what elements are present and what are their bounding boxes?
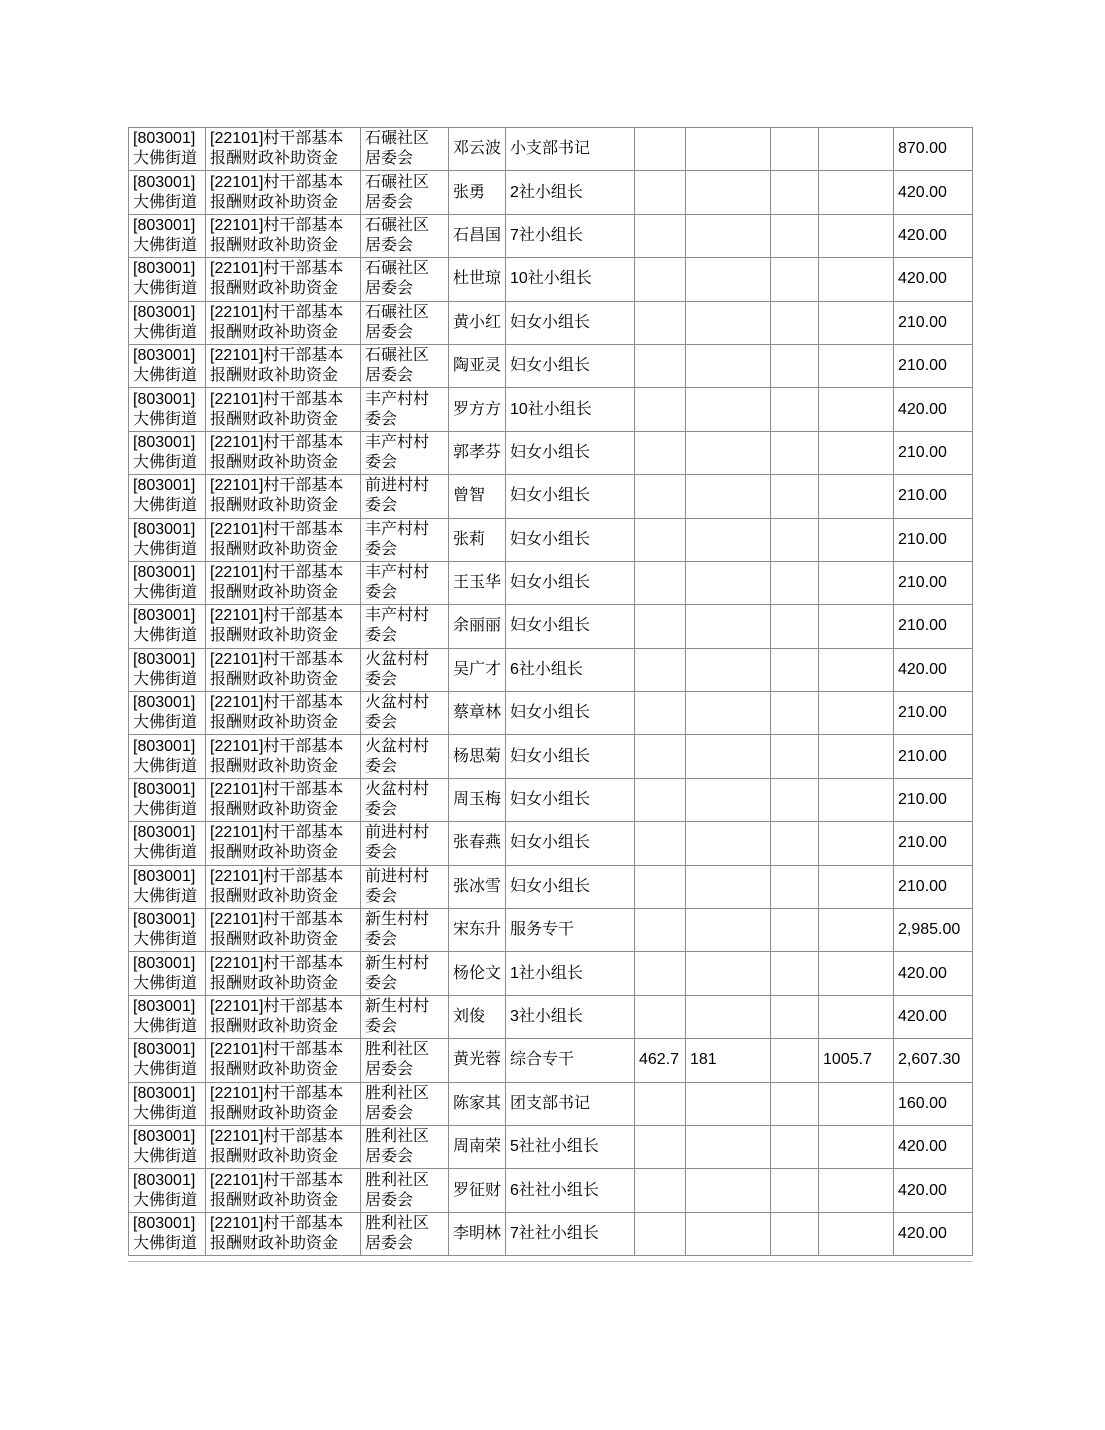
cell-value-2 (686, 1169, 771, 1212)
cell-position: 妇女小组长 (506, 865, 635, 908)
cell-district: [803001]大佛街道 (129, 344, 206, 387)
cell-amount: 210.00 (894, 344, 973, 387)
cell-district: [803001]大佛街道 (129, 865, 206, 908)
cell-district: [803001]大佛街道 (129, 475, 206, 518)
subsidy-table (128, 127, 973, 1256)
cell-fund: [22101]村干部基本报酬财政补助资金 (206, 692, 361, 735)
cell-district: [803001]大佛街道 (129, 301, 206, 344)
cell-person-name: 李明林 (449, 1212, 506, 1255)
cell-amount: 210.00 (894, 605, 973, 648)
cell-value-2 (686, 605, 771, 648)
cell-district: [803001]大佛街道 (129, 431, 206, 474)
cell-value-3 (771, 909, 819, 952)
cell-value-4 (819, 388, 894, 431)
cell-person-name: 蔡章林 (449, 692, 506, 735)
cell-value-3 (771, 692, 819, 735)
cell-committee: 石碾社区居委会 (361, 171, 449, 214)
cell-amount: 420.00 (894, 388, 973, 431)
cell-district: [803001]大佛街道 (129, 822, 206, 865)
cell-value-3 (771, 475, 819, 518)
cell-position: 妇女小组长 (506, 822, 635, 865)
cell-person-name: 罗征财 (449, 1169, 506, 1212)
cell-value-3 (771, 735, 819, 778)
cell-value-4 (819, 475, 894, 518)
cell-district: [803001]大佛街道 (129, 995, 206, 1038)
cell-committee: 丰产村村委会 (361, 388, 449, 431)
cell-position: 6社小组长 (506, 648, 635, 691)
cell-amount: 2,607.30 (894, 1039, 973, 1082)
cell-value-3 (771, 648, 819, 691)
cell-amount: 420.00 (894, 1212, 973, 1255)
cell-value-2 (686, 171, 771, 214)
cell-value-2 (686, 388, 771, 431)
cell-person-name: 陶亚灵 (449, 344, 506, 387)
cell-person-name: 周南荣 (449, 1125, 506, 1168)
cell-value-2 (686, 735, 771, 778)
cell-value-3 (771, 301, 819, 344)
cell-district: [803001]大佛街道 (129, 171, 206, 214)
cell-person-name: 宋东升 (449, 909, 506, 952)
cell-amount: 2,985.00 (894, 909, 973, 952)
cell-committee: 新生村村委会 (361, 952, 449, 995)
cell-committee: 石碾社区居委会 (361, 301, 449, 344)
cell-person-name: 黄小红 (449, 301, 506, 344)
cell-position: 妇女小组长 (506, 518, 635, 561)
table-row (129, 1082, 973, 1125)
cell-district: [803001]大佛街道 (129, 952, 206, 995)
cell-position: 6社社小组长 (506, 1169, 635, 1212)
cell-committee: 胜利社区居委会 (361, 1169, 449, 1212)
table-row (129, 648, 973, 691)
table-row (129, 735, 973, 778)
cell-fund: [22101]村干部基本报酬财政补助资金 (206, 258, 361, 301)
cell-position: 综合专干 (506, 1039, 635, 1082)
cell-value-1 (635, 909, 686, 952)
cell-value-4 (819, 301, 894, 344)
cell-person-name: 张莉 (449, 518, 506, 561)
cell-amount: 420.00 (894, 214, 973, 257)
cell-person-name: 邓云波 (449, 128, 506, 171)
cell-position: 妇女小组长 (506, 778, 635, 821)
cell-value-1: 462.7 (635, 1039, 686, 1082)
cell-person-name: 杨伦文 (449, 952, 506, 995)
cell-value-1 (635, 692, 686, 735)
cell-person-name: 周玉梅 (449, 778, 506, 821)
cell-value-3 (771, 1039, 819, 1082)
cell-value-4 (819, 735, 894, 778)
table-row (129, 1039, 973, 1082)
cell-value-2 (686, 128, 771, 171)
cell-value-4 (819, 995, 894, 1038)
cell-position: 7社小组长 (506, 214, 635, 257)
cell-person-name: 石昌国 (449, 214, 506, 257)
cell-value-2 (686, 778, 771, 821)
cell-value-3 (771, 865, 819, 908)
cell-value-3 (771, 258, 819, 301)
cell-value-4 (819, 692, 894, 735)
cell-fund: [22101]村干部基本报酬财政补助资金 (206, 128, 361, 171)
cell-committee: 胜利社区居委会 (361, 1039, 449, 1082)
cell-value-2 (686, 431, 771, 474)
cell-value-2 (686, 865, 771, 908)
cell-amount: 160.00 (894, 1082, 973, 1125)
table-row (129, 692, 973, 735)
cell-value-4 (819, 128, 894, 171)
cell-value-2: 181 (686, 1039, 771, 1082)
cell-district: [803001]大佛街道 (129, 518, 206, 561)
cell-value-1 (635, 561, 686, 604)
table-row (129, 865, 973, 908)
cell-district: [803001]大佛街道 (129, 1082, 206, 1125)
table-row (129, 822, 973, 865)
cell-committee: 火盆村村委会 (361, 735, 449, 778)
cell-position: 妇女小组长 (506, 344, 635, 387)
cell-fund: [22101]村干部基本报酬财政补助资金 (206, 475, 361, 518)
cell-committee: 丰产村村委会 (361, 518, 449, 561)
cell-value-4: 1005.7 (819, 1039, 894, 1082)
cell-position: 7社社小组长 (506, 1212, 635, 1255)
cell-position: 妇女小组长 (506, 561, 635, 604)
cell-person-name: 杜世琼 (449, 258, 506, 301)
cell-amount: 420.00 (894, 1169, 973, 1212)
cell-district: [803001]大佛街道 (129, 1125, 206, 1168)
cell-person-name: 余丽丽 (449, 605, 506, 648)
cell-value-2 (686, 692, 771, 735)
cell-value-1 (635, 301, 686, 344)
cell-value-4 (819, 822, 894, 865)
table-row (129, 344, 973, 387)
cell-amount: 420.00 (894, 258, 973, 301)
cell-person-name: 张春燕 (449, 822, 506, 865)
cell-amount: 210.00 (894, 431, 973, 474)
cell-value-1 (635, 1212, 686, 1255)
cell-committee: 胜利社区居委会 (361, 1082, 449, 1125)
cell-position: 团支部书记 (506, 1082, 635, 1125)
cell-value-4 (819, 1212, 894, 1255)
cell-value-2 (686, 995, 771, 1038)
cell-committee: 前进村村委会 (361, 475, 449, 518)
cell-fund: [22101]村干部基本报酬财政补助资金 (206, 865, 361, 908)
table-row (129, 518, 973, 561)
cell-committee: 石碾社区居委会 (361, 344, 449, 387)
cell-value-4 (819, 171, 894, 214)
cell-value-3 (771, 1212, 819, 1255)
cell-value-1 (635, 1082, 686, 1125)
cell-position: 妇女小组长 (506, 431, 635, 474)
cell-district: [803001]大佛街道 (129, 692, 206, 735)
table-row (129, 301, 973, 344)
cell-value-2 (686, 1212, 771, 1255)
cell-committee: 前进村村委会 (361, 865, 449, 908)
cell-value-3 (771, 344, 819, 387)
cell-value-1 (635, 1169, 686, 1212)
cell-value-1 (635, 995, 686, 1038)
table-row (129, 909, 973, 952)
cell-value-2 (686, 301, 771, 344)
cell-district: [803001]大佛街道 (129, 778, 206, 821)
cell-person-name: 罗方方 (449, 388, 506, 431)
cell-position: 妇女小组长 (506, 301, 635, 344)
cell-committee: 胜利社区居委会 (361, 1125, 449, 1168)
cell-value-3 (771, 431, 819, 474)
cell-district: [803001]大佛街道 (129, 388, 206, 431)
cell-district: [803001]大佛街道 (129, 128, 206, 171)
cell-person-name: 黄光蓉 (449, 1039, 506, 1082)
cell-fund: [22101]村干部基本报酬财政补助资金 (206, 388, 361, 431)
cell-value-2 (686, 561, 771, 604)
cell-value-3 (771, 952, 819, 995)
cell-position: 妇女小组长 (506, 475, 635, 518)
cell-value-2 (686, 952, 771, 995)
cell-committee: 火盆村村委会 (361, 648, 449, 691)
cell-committee: 胜利社区居委会 (361, 1212, 449, 1255)
cell-position: 10社小组长 (506, 258, 635, 301)
cell-position: 妇女小组长 (506, 605, 635, 648)
cell-value-1 (635, 431, 686, 474)
cell-committee: 石碾社区居委会 (361, 214, 449, 257)
cell-fund: [22101]村干部基本报酬财政补助资金 (206, 1125, 361, 1168)
cell-value-2 (686, 648, 771, 691)
cell-fund: [22101]村干部基本报酬财政补助资金 (206, 778, 361, 821)
cell-value-2 (686, 344, 771, 387)
cell-fund: [22101]村干部基本报酬财政补助资金 (206, 1082, 361, 1125)
cell-value-1 (635, 475, 686, 518)
cell-position: 2社小组长 (506, 171, 635, 214)
cell-value-3 (771, 1125, 819, 1168)
cell-district: [803001]大佛街道 (129, 1169, 206, 1212)
cell-district: [803001]大佛街道 (129, 258, 206, 301)
cell-fund: [22101]村干部基本报酬财政补助资金 (206, 1039, 361, 1082)
cell-fund: [22101]村干部基本报酬财政补助资金 (206, 344, 361, 387)
table-row (129, 778, 973, 821)
cell-fund: [22101]村干部基本报酬财政补助资金 (206, 301, 361, 344)
cell-value-2 (686, 518, 771, 561)
cell-position: 小支部书记 (506, 128, 635, 171)
cell-value-4 (819, 214, 894, 257)
cell-value-4 (819, 605, 894, 648)
cell-amount: 420.00 (894, 1125, 973, 1168)
cell-value-1 (635, 735, 686, 778)
cell-committee: 新生村村委会 (361, 995, 449, 1038)
cell-value-4 (819, 648, 894, 691)
cell-amount: 210.00 (894, 822, 973, 865)
cell-value-3 (771, 778, 819, 821)
cell-fund: [22101]村干部基本报酬财政补助资金 (206, 561, 361, 604)
cell-value-4 (819, 865, 894, 908)
cell-amount: 210.00 (894, 561, 973, 604)
cell-amount: 210.00 (894, 865, 973, 908)
cell-position: 3社小组长 (506, 995, 635, 1038)
cell-value-1 (635, 865, 686, 908)
cell-amount: 210.00 (894, 692, 973, 735)
cell-committee: 前进村村委会 (361, 822, 449, 865)
cell-value-4 (819, 1125, 894, 1168)
cell-value-2 (686, 1082, 771, 1125)
cell-district: [803001]大佛街道 (129, 214, 206, 257)
cell-fund: [22101]村干部基本报酬财政补助资金 (206, 995, 361, 1038)
cell-value-1 (635, 214, 686, 257)
table-row (129, 475, 973, 518)
cell-district: [803001]大佛街道 (129, 909, 206, 952)
table-row (129, 128, 973, 171)
table-row (129, 561, 973, 604)
cell-committee: 火盆村村委会 (361, 692, 449, 735)
cell-committee: 火盆村村委会 (361, 778, 449, 821)
cell-value-4 (819, 431, 894, 474)
cell-value-1 (635, 952, 686, 995)
cell-district: [803001]大佛街道 (129, 605, 206, 648)
cell-fund: [22101]村干部基本报酬财政补助资金 (206, 1169, 361, 1212)
cell-value-2 (686, 909, 771, 952)
cell-value-1 (635, 128, 686, 171)
table-row (129, 1169, 973, 1212)
cell-position: 服务专干 (506, 909, 635, 952)
cell-value-4 (819, 909, 894, 952)
cell-fund: [22101]村干部基本报酬财政补助资金 (206, 648, 361, 691)
cell-fund: [22101]村干部基本报酬财政补助资金 (206, 735, 361, 778)
cell-amount: 210.00 (894, 475, 973, 518)
cell-person-name: 张勇 (449, 171, 506, 214)
cell-value-3 (771, 995, 819, 1038)
cell-committee: 新生村村委会 (361, 909, 449, 952)
cell-value-1 (635, 605, 686, 648)
table-row (129, 388, 973, 431)
cell-value-1 (635, 518, 686, 561)
cell-person-name: 曾智 (449, 475, 506, 518)
cell-district: [803001]大佛街道 (129, 648, 206, 691)
cell-person-name: 郭孝芬 (449, 431, 506, 474)
cell-amount: 420.00 (894, 952, 973, 995)
cell-value-1 (635, 822, 686, 865)
table-row (129, 258, 973, 301)
cell-value-2 (686, 822, 771, 865)
table-row (129, 605, 973, 648)
cell-value-1 (635, 1125, 686, 1168)
table-row (129, 1125, 973, 1168)
cell-amount: 210.00 (894, 518, 973, 561)
cell-fund: [22101]村干部基本报酬财政补助资金 (206, 518, 361, 561)
table-row (129, 431, 973, 474)
cell-person-name: 杨思菊 (449, 735, 506, 778)
cell-committee: 丰产村村委会 (361, 431, 449, 474)
cell-amount: 420.00 (894, 648, 973, 691)
cell-value-1 (635, 171, 686, 214)
cell-position: 妇女小组长 (506, 735, 635, 778)
cell-fund: [22101]村干部基本报酬财政补助资金 (206, 171, 361, 214)
cell-value-3 (771, 605, 819, 648)
table-body (129, 128, 973, 1256)
cell-value-1 (635, 388, 686, 431)
cell-committee: 丰产村村委会 (361, 561, 449, 604)
cell-value-3 (771, 171, 819, 214)
cell-person-name: 陈家其 (449, 1082, 506, 1125)
cell-person-name: 刘俊 (449, 995, 506, 1038)
table-bottom-edge (128, 1261, 972, 1262)
cell-amount: 420.00 (894, 995, 973, 1038)
cell-value-3 (771, 822, 819, 865)
cell-fund: [22101]村干部基本报酬财政补助资金 (206, 909, 361, 952)
cell-district: [803001]大佛街道 (129, 735, 206, 778)
cell-value-4 (819, 561, 894, 604)
cell-district: [803001]大佛街道 (129, 1039, 206, 1082)
cell-value-3 (771, 518, 819, 561)
cell-value-3 (771, 1169, 819, 1212)
cell-district: [803001]大佛街道 (129, 1212, 206, 1255)
cell-value-4 (819, 518, 894, 561)
cell-position: 1社小组长 (506, 952, 635, 995)
cell-value-4 (819, 1169, 894, 1212)
cell-value-2 (686, 475, 771, 518)
cell-amount: 870.00 (894, 128, 973, 171)
cell-value-1 (635, 778, 686, 821)
cell-value-1 (635, 648, 686, 691)
cell-value-1 (635, 344, 686, 387)
cell-value-4 (819, 778, 894, 821)
cell-fund: [22101]村干部基本报酬财政补助资金 (206, 605, 361, 648)
cell-amount: 210.00 (894, 778, 973, 821)
cell-fund: [22101]村干部基本报酬财政补助资金 (206, 1212, 361, 1255)
cell-position: 5社社小组长 (506, 1125, 635, 1168)
cell-value-4 (819, 952, 894, 995)
cell-fund: [22101]村干部基本报酬财政补助资金 (206, 214, 361, 257)
cell-value-3 (771, 561, 819, 604)
cell-person-name: 张冰雪 (449, 865, 506, 908)
cell-value-2 (686, 214, 771, 257)
cell-position: 10社小组长 (506, 388, 635, 431)
table-row (129, 995, 973, 1038)
cell-value-3 (771, 214, 819, 257)
table-row (129, 171, 973, 214)
cell-person-name: 吴广才 (449, 648, 506, 691)
table-row (129, 1212, 973, 1255)
cell-value-3 (771, 1082, 819, 1125)
cell-committee: 石碾社区居委会 (361, 128, 449, 171)
cell-committee: 丰产村村委会 (361, 605, 449, 648)
cell-value-1 (635, 258, 686, 301)
table-row (129, 214, 973, 257)
cell-person-name: 王玉华 (449, 561, 506, 604)
cell-committee: 石碾社区居委会 (361, 258, 449, 301)
cell-value-4 (819, 258, 894, 301)
cell-fund: [22101]村干部基本报酬财政补助资金 (206, 431, 361, 474)
table-row (129, 952, 973, 995)
cell-value-4 (819, 1082, 894, 1125)
cell-amount: 210.00 (894, 735, 973, 778)
cell-position: 妇女小组长 (506, 692, 635, 735)
cell-value-2 (686, 258, 771, 301)
cell-value-3 (771, 388, 819, 431)
cell-amount: 420.00 (894, 171, 973, 214)
cell-fund: [22101]村干部基本报酬财政补助资金 (206, 952, 361, 995)
cell-district: [803001]大佛街道 (129, 561, 206, 604)
cell-value-4 (819, 344, 894, 387)
cell-value-3 (771, 128, 819, 171)
cell-fund: [22101]村干部基本报酬财政补助资金 (206, 822, 361, 865)
cell-amount: 210.00 (894, 301, 973, 344)
cell-value-2 (686, 1125, 771, 1168)
